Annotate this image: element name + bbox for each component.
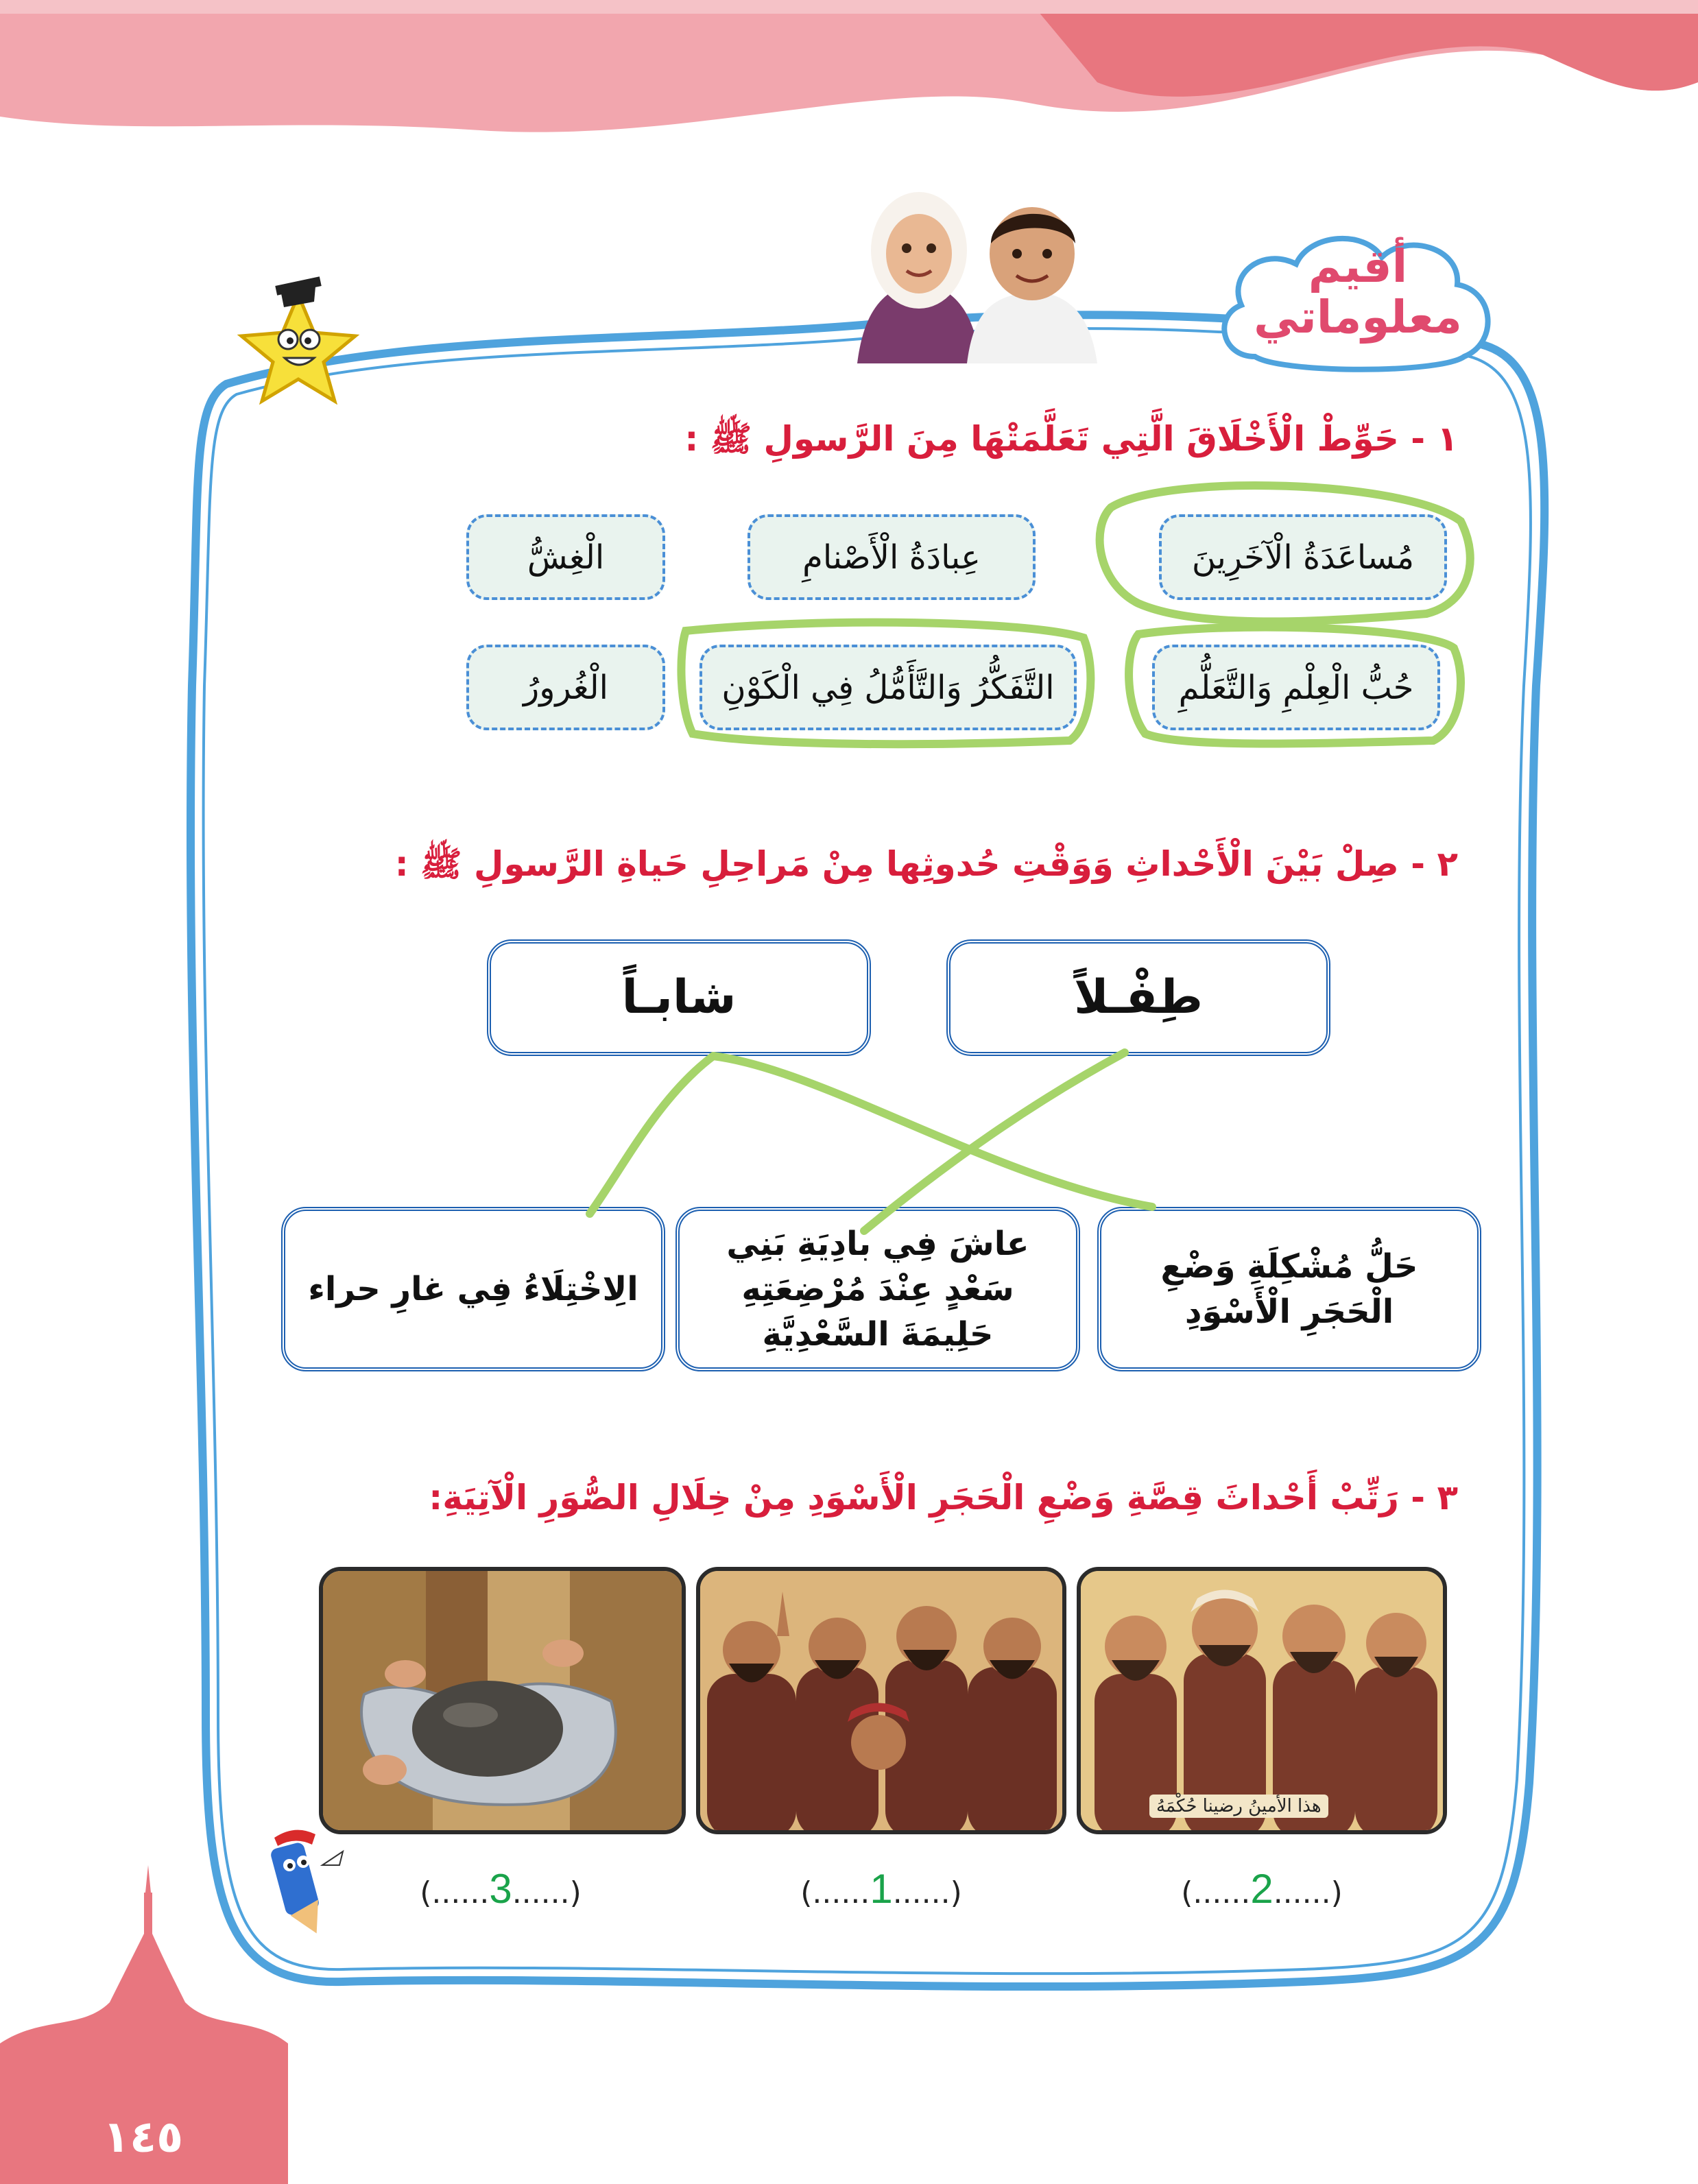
q1-number: ١ - xyxy=(1411,419,1458,459)
q3-answer-3-close: ......) xyxy=(512,1875,582,1910)
q3-picture-2 xyxy=(696,1567,1066,1834)
q3-picture-1 xyxy=(1077,1567,1447,1834)
q3-answer-1-close: ......) xyxy=(1273,1875,1343,1910)
q2-title xyxy=(395,843,1458,893)
section-title-line2: معلوماتي xyxy=(1254,291,1462,344)
q2-stage-child[interactable] xyxy=(946,939,1330,1056)
q1-option-1-label: مُساعَدَةُ الْآخَرِينَ xyxy=(1191,538,1415,577)
q1-text: حَوِّطْ الْأَخْلَاقَ الَّتِي تَعَلَّمَتْهَا مِنَ الرَّسولِ ﷺ : xyxy=(684,419,1399,459)
q2-text: صِلْ بَيْنَ الْأَحْداثِ وَوَقْتِ حُدوثِها مِنْ مَراحِلِ حَياةِ الرَّسولِ ﷺ : xyxy=(394,844,1399,884)
children-illustration xyxy=(844,185,1104,363)
q1-title xyxy=(684,418,1458,468)
q1-option-5[interactable] xyxy=(699,645,1077,730)
q1-option-3[interactable] xyxy=(466,514,665,600)
q2-event-2[interactable] xyxy=(675,1207,1080,1371)
elders-agreeing-illustration xyxy=(1081,1571,1443,1830)
q1-option-4[interactable] xyxy=(1152,645,1440,730)
q1-option-6[interactable] xyxy=(466,645,665,730)
q2-event-1[interactable] xyxy=(1097,1207,1481,1371)
q3-number: ٣ - xyxy=(1411,1478,1458,1517)
q1-option-3-label: الْغِشُّ xyxy=(527,538,605,577)
section-title-line1: أقيم xyxy=(1308,240,1408,293)
q3-answer-3-value: 3 xyxy=(489,1866,512,1912)
elders-disputing-illustration xyxy=(700,1571,1062,1830)
q2-stage-youth-label: شابـاً xyxy=(621,970,737,1024)
q3-answer-2[interactable] xyxy=(778,1865,984,1912)
q3-answer-1-open: (...... xyxy=(1181,1875,1251,1910)
q3-answer-3[interactable] xyxy=(398,1865,603,1912)
q2-event-1-label: حَلُّ مُشْكِلَةِ وَضْعِ الْحَجَرِ الْأَسْوَدِ xyxy=(1160,1247,1418,1331)
q1-option-6-label: الْغُرورُ xyxy=(523,668,608,707)
section-title xyxy=(1234,241,1481,343)
q2-stage-child-label: طِفْـلاً xyxy=(1074,970,1203,1024)
q2-number: ٢ - xyxy=(1411,844,1458,884)
q3-answer-3-open: (...... xyxy=(420,1875,490,1910)
page-number: ١٤٥ xyxy=(103,2112,184,2163)
q3-answer-2-close: ......) xyxy=(892,1875,962,1910)
q2-event-3-label: الِاخْتِلَاءُ فِي غارِ حراء xyxy=(308,1270,638,1308)
q1-option-2[interactable] xyxy=(748,514,1036,600)
q2-event-2-label: عاشَ فِي بادِيَةِ بَنِي سَعْدٍ عِنْدَ مُرْضِعَتِهِ حَلِيمَةَ السَّعْدِيَّةِ xyxy=(726,1225,1029,1354)
q2-stage-youth[interactable] xyxy=(487,939,871,1056)
q2-event-3[interactable] xyxy=(281,1207,665,1371)
q1-option-4-label: حُبُّ الْعِلْمِ وَالتَّعَلُّمِ xyxy=(1178,668,1414,707)
q3-answer-1[interactable] xyxy=(1159,1865,1365,1912)
q3-answer-2-open: (...... xyxy=(800,1875,870,1910)
q1-option-5-label: التَّفَكُّرُ وَالتَّأَمُّلُ فِي الْكَوْنِ xyxy=(721,668,1055,707)
q3-text: رَتِّبْ أَحْداثَ قِصَّةِ وَضْعِ الْحَجَرِ الْأَسْوَدِ مِنْ خِلَالِ الصُّوَرِ الْآتِيَةِ: xyxy=(429,1478,1399,1517)
star-mascot-icon xyxy=(233,267,363,405)
q3-answer-1-value: 2 xyxy=(1250,1866,1274,1912)
q3-answer-2-value: 1 xyxy=(870,1866,893,1912)
q3-title xyxy=(429,1478,1458,1517)
q1-option-1[interactable] xyxy=(1159,514,1447,600)
pencil-mascot-icon xyxy=(247,1824,350,1941)
black-stone-on-cloth-illustration xyxy=(323,1571,682,1830)
q3-picture-3 xyxy=(319,1567,686,1834)
q1-option-2-label: عِبادَةُ الْأَصْنامِ xyxy=(802,538,981,577)
q3-picture-1-caption: هذا الأمينُ رضينا حُكْمَهُ xyxy=(1149,1795,1328,1818)
